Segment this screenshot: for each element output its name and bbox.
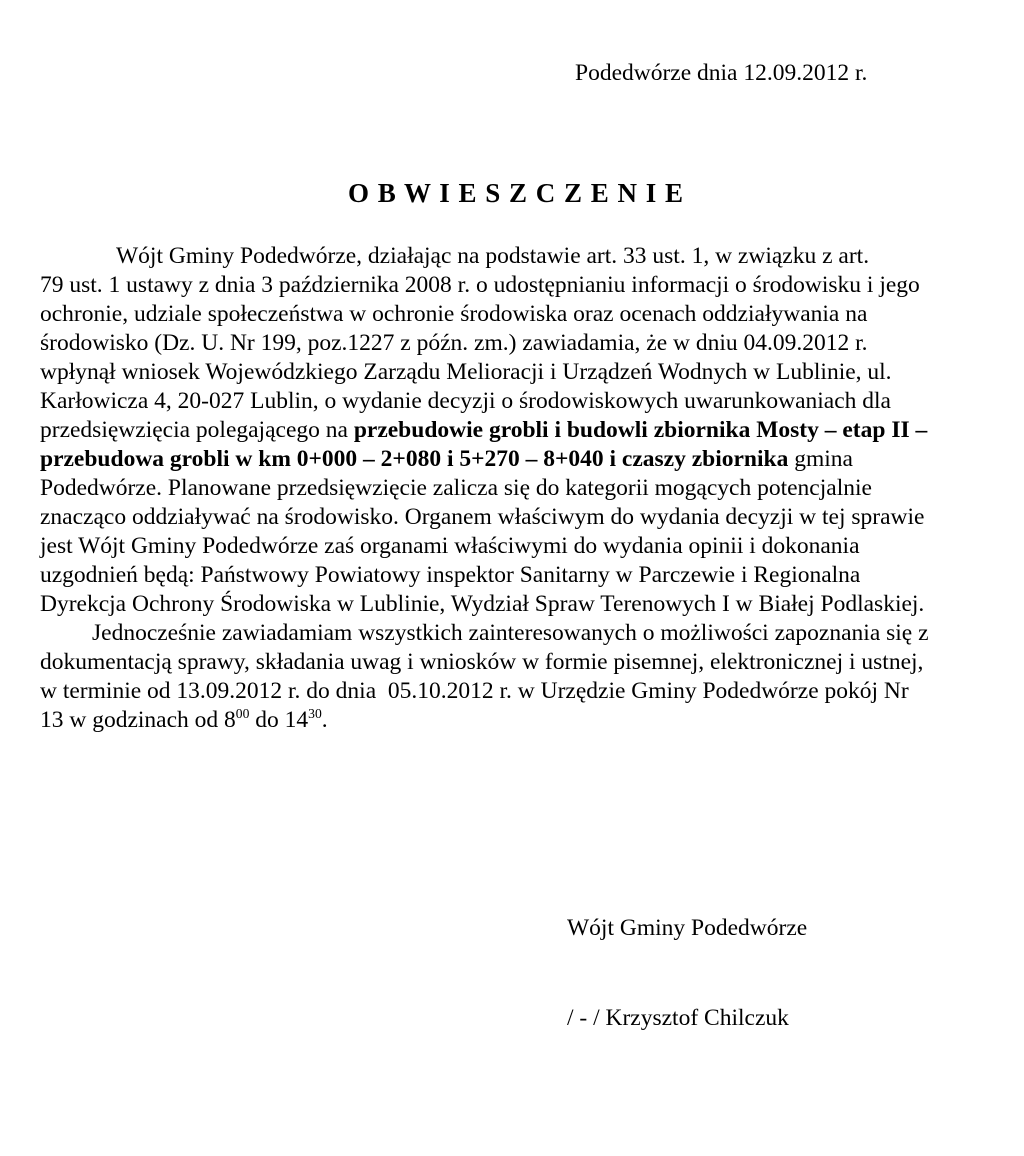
- document-text-line: ochronie, udziale społeczeństwa w ochronie środowiska oraz ocenach oddziaływania na: [40, 301, 868, 327]
- signature-name-line: / - / Krzysztof Chilczuk: [567, 1005, 789, 1031]
- document-text-line: Podedwórze. Planowane przedsięwzięcie zalicza się do kategorii mogących potencjalnie: [40, 475, 872, 501]
- document-text-line: znacząco oddziaływać na środowisko. Organem właściwym do wydania decyzji w tej sprawie: [40, 504, 925, 530]
- document-text-line: Dyrekcja Ochrony Środowiska w Lublinie, Wydział Spraw Terenowych I w Białej Podlaskiej.: [40, 591, 925, 617]
- document-text-line: przebudowa grobli w km 0+000 – 2+080 i 5+270 – 8+040 i czaszy zbiornika gmina: [40, 446, 853, 472]
- document-date: Podedwórze dnia 12.09.2012 r.: [575, 60, 868, 86]
- document-text-line: dokumentacją sprawy, składania uwag i wniosków w formie pisemnej, elektronicznej i ustnej,: [40, 649, 924, 675]
- document-title: O B W I E S Z C Z E N I E: [347, 178, 685, 208]
- document-text-line: w terminie od 13.09.2012 r. do dnia 05.10.2012 r. w Urzędzie Gminy Podedwórze pokój Nr: [40, 678, 909, 704]
- document-text-line: 79 ust. 1 ustawy z dnia 3 października 2008 r. o udostępnianiu informacji o środowisku i jego: [40, 272, 920, 298]
- document-text-line: przedsięwzięcia polegającego na przebudowie grobli i budowli zbiornika Mosty – etap II –: [40, 417, 928, 443]
- document-text-line: Jednocześnie zawiadamiam wszystkich zainteresowanych o możliwości zapoznania się z: [92, 620, 929, 646]
- signature-block: [567, 853, 992, 1093]
- document-text-line: 13 w godzinach od $8^{00}$ do $14^{30}$.: [40, 706, 328, 733]
- document-body: [40, 242, 992, 735]
- document-text-line: Karłowicza 4, 20-027 Lublin, o wydanie decyzji o środowiskowych uwarunkowaniach dla: [40, 388, 891, 414]
- document-text-line: uzgodnień będą: Państwowy Powiatowy inspektor Sanitarny w Parczewie i Regionalna: [40, 562, 861, 588]
- signature-role-line: Wójt Gminy Podedwórze: [567, 915, 808, 941]
- document-text-line: środowisko (Dz. U. Nr 199, poz.1227 z późn. zm.) zawiadamia, że w dniu 04.09.2012 r.: [40, 330, 868, 356]
- document-text-line: jest Wójt Gminy Podedwórze zaś organami właściwymi do wydania opinii i dokonania: [40, 533, 860, 559]
- document-text-line: wpłynął wniosek Wojewódzkiego Zarządu Melioracji i Urządzeń Wodnych w Lublinie, ul.: [40, 359, 892, 385]
- document-text-line: Wójt Gminy Podedwórze, działając na podstawie art. 33 ust. 1, w związku z art.: [116, 243, 870, 269]
